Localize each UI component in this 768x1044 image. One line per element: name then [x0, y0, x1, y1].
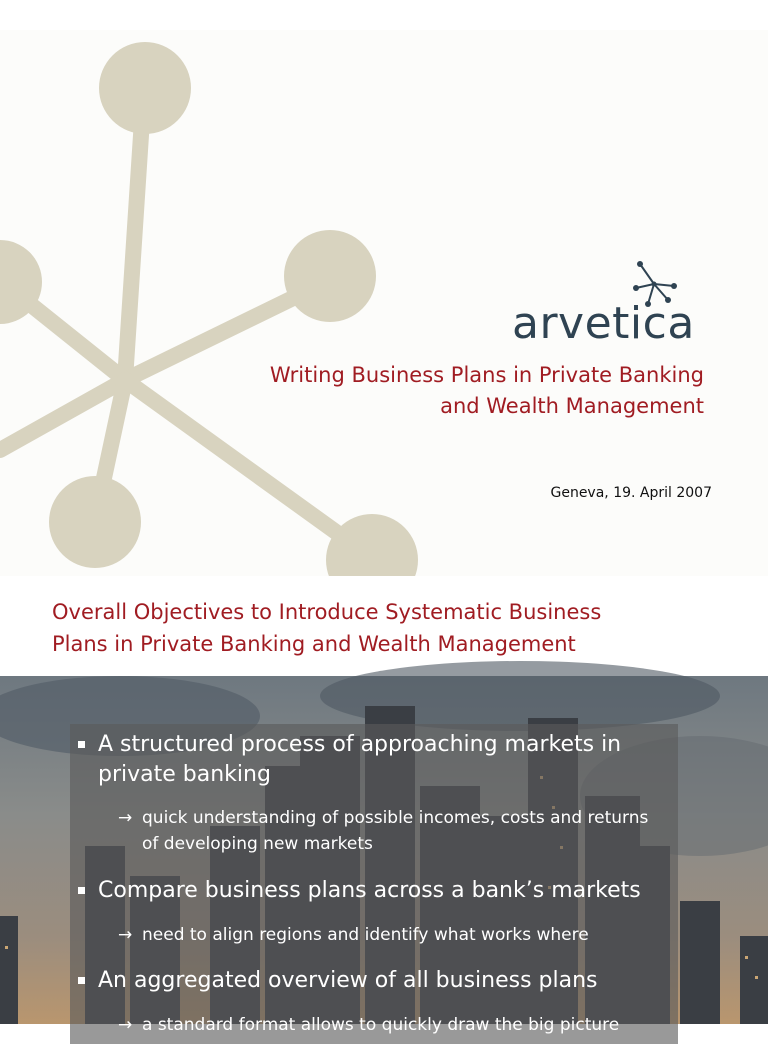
objectives-title-line-1: Overall Objectives to Introduce Systematic Business — [52, 600, 602, 624]
deck-title-line-1: Writing Business Plans in Private Banking — [269, 363, 704, 387]
bullet-square-icon — [78, 887, 85, 894]
bullet-square-icon — [78, 741, 85, 748]
sub-point-2-text: need to align regions and identify what works where — [142, 925, 589, 945]
presentation-date: Geneva, 19. April 2007 — [550, 485, 712, 501]
bullet-2-text: Compare business plans across a bank’s markets — [98, 878, 641, 903]
molecule-graphic — [0, 30, 440, 576]
bullet-1-text: A structured process of approaching markets in private banking — [98, 732, 622, 787]
logo-wordmark: arvetica — [512, 298, 695, 349]
sub-point-3-text: a standard format allows to quickly draw the big picture — [142, 1015, 620, 1035]
city-skyline-photo — [0, 676, 768, 1035]
arrow-right-icon: → — [118, 808, 133, 828]
deck-title-line-2: and Wealth Management — [440, 394, 704, 418]
objectives-header — [0, 576, 768, 676]
arrow-right-icon: → — [118, 925, 133, 945]
objectives-title-line-2: Plans in Private Banking and Wealth Management — [52, 632, 576, 656]
objectives-title — [52, 596, 752, 660]
arrow-right-icon: → — [118, 1015, 133, 1035]
deck-title — [184, 360, 704, 422]
sub-point-1-text: quick understanding of possible incomes, costs and returns of developing new markets — [142, 808, 649, 854]
bullet-square-icon — [78, 977, 85, 984]
bullet-3-text: An aggregated overview of all business plans — [98, 968, 598, 993]
title-slide — [0, 30, 768, 576]
